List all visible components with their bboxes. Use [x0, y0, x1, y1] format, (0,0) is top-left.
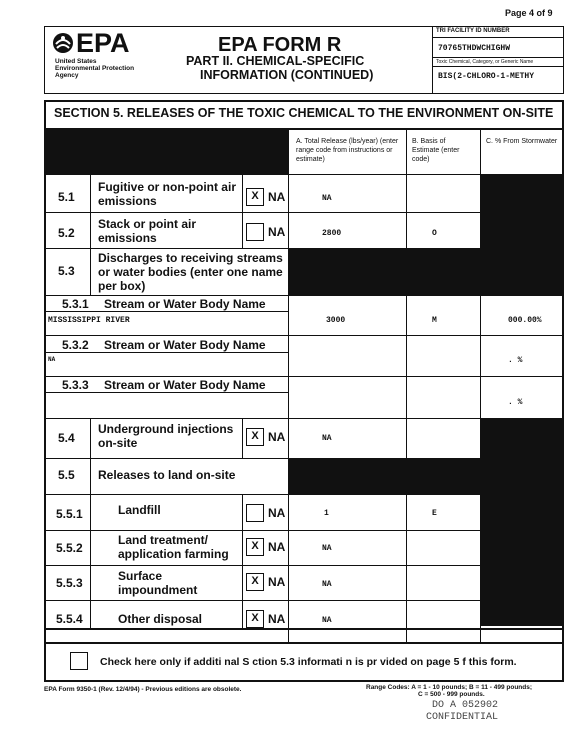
- row-label-discharges: Discharges to receiving streams or water bodies (enter one name per box): [98, 251, 283, 293]
- basis-estimate-5-5-1: E: [432, 509, 437, 518]
- row-num-5-1: 5.1: [58, 190, 75, 204]
- row-num-5-3-1: 5.3.1: [62, 297, 89, 311]
- header-black-block: [46, 130, 288, 174]
- page-number: Page 4 of 9: [505, 8, 553, 18]
- confidential-stamp: CONFIDENTIAL: [426, 712, 499, 723]
- chemical-name-value: BIS(2-CHLORO-1-METHY: [438, 72, 535, 81]
- basis-estimate-5-3-1: M: [432, 316, 437, 325]
- row-label-land-treatment: Land treatment/ application farming: [118, 533, 229, 561]
- column-b-header: B. Basis of Estimate (enter code): [412, 138, 460, 163]
- row-num-5-5-2: 5.5.2: [56, 541, 83, 555]
- epa-logo-icon: [52, 32, 74, 54]
- na-checkbox-5-5-3[interactable]: X: [246, 573, 264, 591]
- stormwater-5-3-2: . %: [508, 356, 523, 365]
- row-label-stream-2: Stream or Water Body Name: [104, 338, 266, 352]
- tri-facility-label: TRI FACILITY ID NUMBER: [436, 28, 510, 34]
- additional-info-checkbox[interactable]: [70, 652, 88, 670]
- na-label-5-5-1: NA: [268, 506, 286, 520]
- chemical-name-label: Toxic Chemical, Category, or Generic Name: [436, 59, 534, 65]
- na-checkbox-5-5-1[interactable]: [246, 504, 264, 522]
- na-label-5-5-4: NA: [268, 612, 286, 626]
- part-title-line2: INFORMATION (CONTINUED): [200, 68, 374, 82]
- total-release-5-1: NA: [322, 194, 332, 203]
- na-label-5-5-2: NA: [268, 540, 286, 554]
- row-num-5-5-1: 5.5.1: [56, 507, 83, 521]
- row-label-fugitive: Fugitive or non-point air emissions: [98, 180, 236, 208]
- agency-name: United States Environmental Protection Agency: [55, 58, 135, 79]
- form-title: EPA FORM R: [218, 34, 342, 56]
- stream-name-2: NA: [48, 356, 56, 363]
- row-label-land-releases: Releases to land on-site: [98, 468, 236, 482]
- na-label-5-4: NA: [268, 430, 286, 444]
- total-release-5-5-1: 1: [324, 509, 329, 518]
- na-label-5-1: NA: [268, 190, 286, 204]
- row-num-5-4: 5.4: [58, 431, 75, 445]
- na-checkbox-5-5-2[interactable]: X: [246, 538, 264, 556]
- total-release-5-2: 2800: [322, 229, 342, 238]
- row-num-5-3-2: 5.3.2: [62, 338, 89, 352]
- na-checkbox-5-2[interactable]: [246, 223, 264, 241]
- stormwater-black-5-1-5-3: [481, 175, 562, 295]
- tri-facility-value: 70765THDWCHIGHW: [438, 44, 511, 53]
- row-label-landfill: Landfill: [118, 503, 161, 517]
- row-num-5-2: 5.2: [58, 226, 75, 240]
- na-label-5-2: NA: [268, 225, 286, 239]
- range-codes: Range Codes: A = 1 - 10 pounds; B = 11 - 499 pounds; C = 500 - 999 pounds.: [366, 684, 533, 698]
- column-a-header: A. Total Release (lbs/year) (enter range code from instructions or estimate): [296, 138, 399, 163]
- stormwater-black-5-4-5-5: [481, 419, 562, 626]
- stormwater-5-3-3: . %: [508, 398, 523, 407]
- row-num-5-3: 5.3: [58, 264, 75, 278]
- row-num-5-5: 5.5: [58, 468, 75, 482]
- total-release-5-4: NA: [322, 434, 332, 443]
- na-checkbox-5-1[interactable]: X: [246, 188, 264, 206]
- row-label-surface-impoundment: Surface impoundment: [118, 569, 198, 597]
- document-number: DO A 052902: [432, 700, 499, 711]
- total-release-5-5-3: NA: [322, 580, 332, 589]
- total-release-5-5-2: NA: [322, 544, 332, 553]
- additional-info-text: Check here only if additi nal S ction 5.3 informati n is pr vided on page 5 f this form.: [100, 656, 517, 668]
- basis-estimate-5-2: O: [432, 229, 437, 238]
- na-label-5-5-3: NA: [268, 575, 286, 589]
- row-label-stack: Stack or point air emissions: [98, 217, 197, 245]
- stormwater-5-3-1: 000.00%: [508, 316, 542, 325]
- total-release-5-3-1: 3000: [326, 316, 346, 325]
- discharges-black-block: [289, 249, 481, 295]
- total-release-5-5-4: NA: [322, 616, 332, 625]
- section-title: SECTION 5. RELEASES OF THE TOXIC CHEMICAL TO THE ENVIRONMENT ON-SITE: [54, 106, 554, 120]
- row-label-stream-3: Stream or Water Body Name: [104, 378, 266, 392]
- part-title-line1: PART II. CHEMICAL-SPECIFIC: [186, 54, 365, 68]
- row-label-other-disposal: Other disposal: [118, 612, 203, 626]
- column-c-header: C. % From Stormwater: [486, 138, 558, 145]
- form-note: EPA Form 9350-1 (Rev. 12/4/94) - Previous editions are obsolete.: [44, 686, 242, 693]
- na-checkbox-5-5-4[interactable]: X: [246, 610, 264, 628]
- epa-logo-text: EPA: [76, 28, 130, 58]
- land-releases-black-block: [289, 459, 481, 494]
- row-label-underground: Underground injections on-site: [98, 422, 234, 450]
- stream-name-1: MISSISSIPPI RIVER: [48, 316, 130, 325]
- row-num-5-3-3: 5.3.3: [62, 378, 89, 392]
- row-num-5-5-3: 5.5.3: [56, 576, 83, 590]
- row-label-stream-1: Stream or Water Body Name: [104, 297, 266, 311]
- na-checkbox-5-4[interactable]: X: [246, 428, 264, 446]
- row-num-5-5-4: 5.5.4: [56, 612, 83, 626]
